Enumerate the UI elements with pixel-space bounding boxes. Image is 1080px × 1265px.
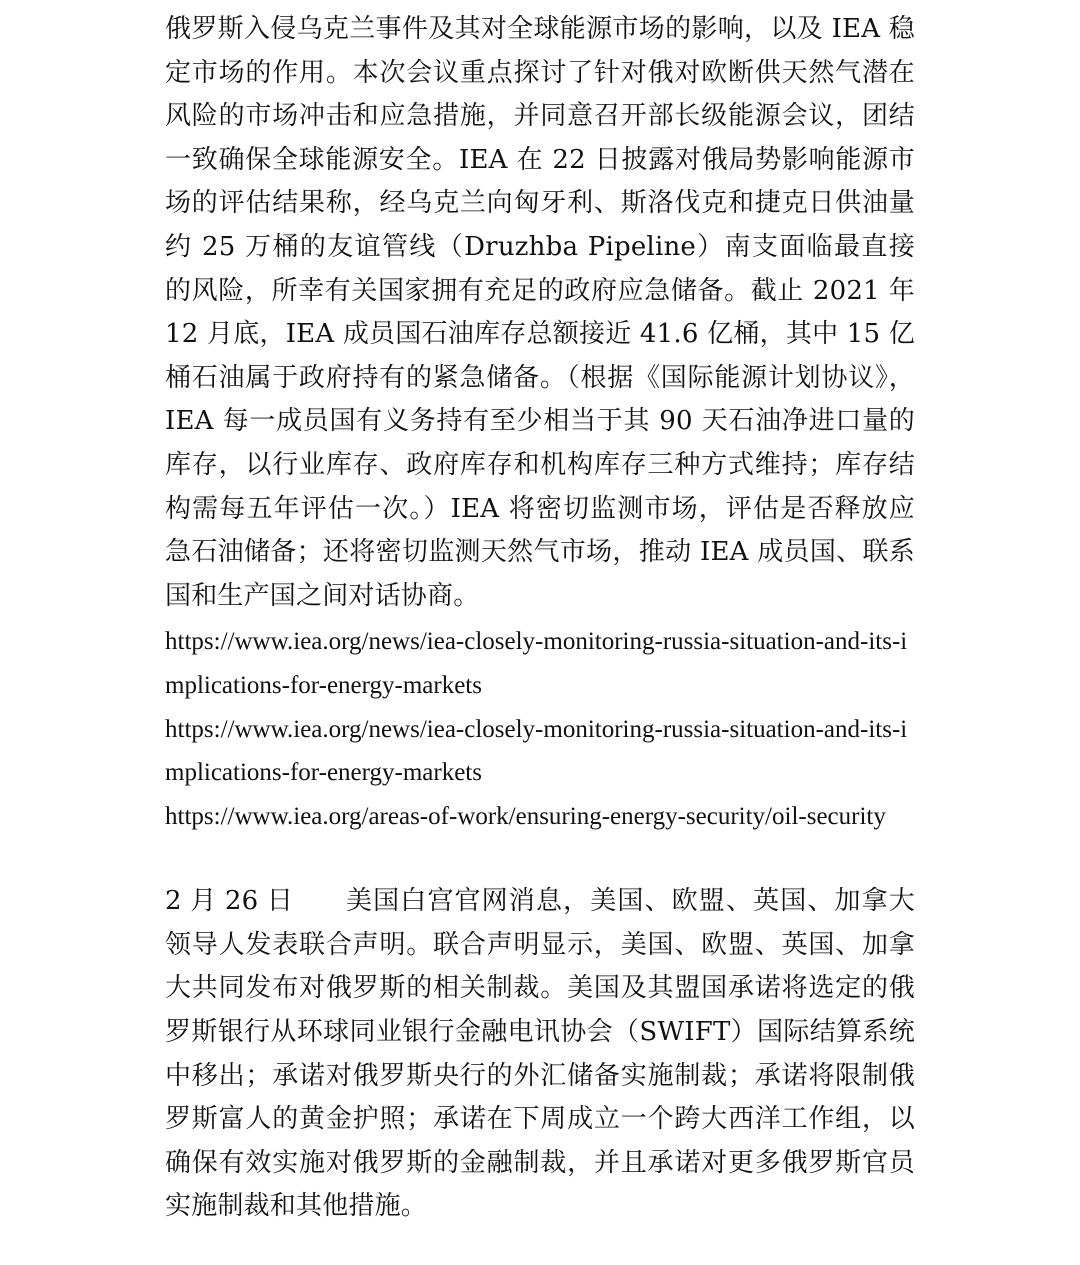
reference-link-1[interactable]: https://www.iea.org/news/iea-closely-monitoring-russia-situation-and-its-implications-for-energy-markets [165, 628, 908, 699]
reference-link-2[interactable]: https://www.iea.org/news/iea-closely-monitoring-russia-situation-and-its-implications-for-energy-markets [165, 715, 908, 787]
reference-links [165, 620, 915, 838]
iea-paragraph: 俄罗斯入侵乌克兰事件及其对全球能源市场的影响，以及 IEA 稳定市场的作用。本次会议重点探讨了针对俄对欧断供天然气潜在风险的市场冲击和应急措施，并同意召开部长级能源会议，团结一致确保全球能源安全。IEA 在 22 日披露对俄局势影响能源市场的评估结果称，经乌克兰向匈牙利、斯洛伐克和捷克日供油量约 25 万桶的友谊管线（Druzhba Pipeline）南支面临最直接的风险，所幸有关国家拥有充足的政府应急储备。截止 2021 年 12 月底，IEA 成员国石油库存总额接近 41.6 亿桶，其中 15 亿桶石油属于政府持有的紧急储备。（根据《国际能源计划协议》，IEA 每一成员国有义务持有至少相当于其 90 天石油净进口量的库存，以行业库存、政府库存和机构库存三种方式维持；库存结构需每五年评估一次。）IEA 将密切监测市场，评估是否释放应急石油储备；还将密切监测天然气市场，推动 IEA 成员国、联系国和生产国之间对话协商。 [165, 14, 915, 611]
document-page [165, 8, 915, 1229]
entry-feb-26 [165, 880, 915, 1229]
entry-text: 美国白宫官网消息，美国、欧盟、英国、加拿大领导人发表联合声明。联合声明显示，美国、欧盟、英国、加拿大共同发布对俄罗斯的相关制裁。美国及其盟国承诺将选定的俄罗斯银行从环球同业银行金融电讯协会（SWIFT）国际结算系统中移出；承诺对俄罗斯央行的外汇储备实施制裁；承诺将限制俄罗斯富人的黄金护照；承诺在下周成立一个跨大西洋工作组，以确保有效实施对俄罗斯的金融制裁，并且承诺对更多俄罗斯官员实施制裁和其他措施。 [165, 886, 915, 1222]
section-divider-space [165, 838, 915, 880]
entry-date: 2 月 26 日 [165, 886, 294, 917]
reference-link-3[interactable]: https://www.iea.org/areas-of-work/ensuring-energy-security/oil-security [165, 802, 886, 830]
